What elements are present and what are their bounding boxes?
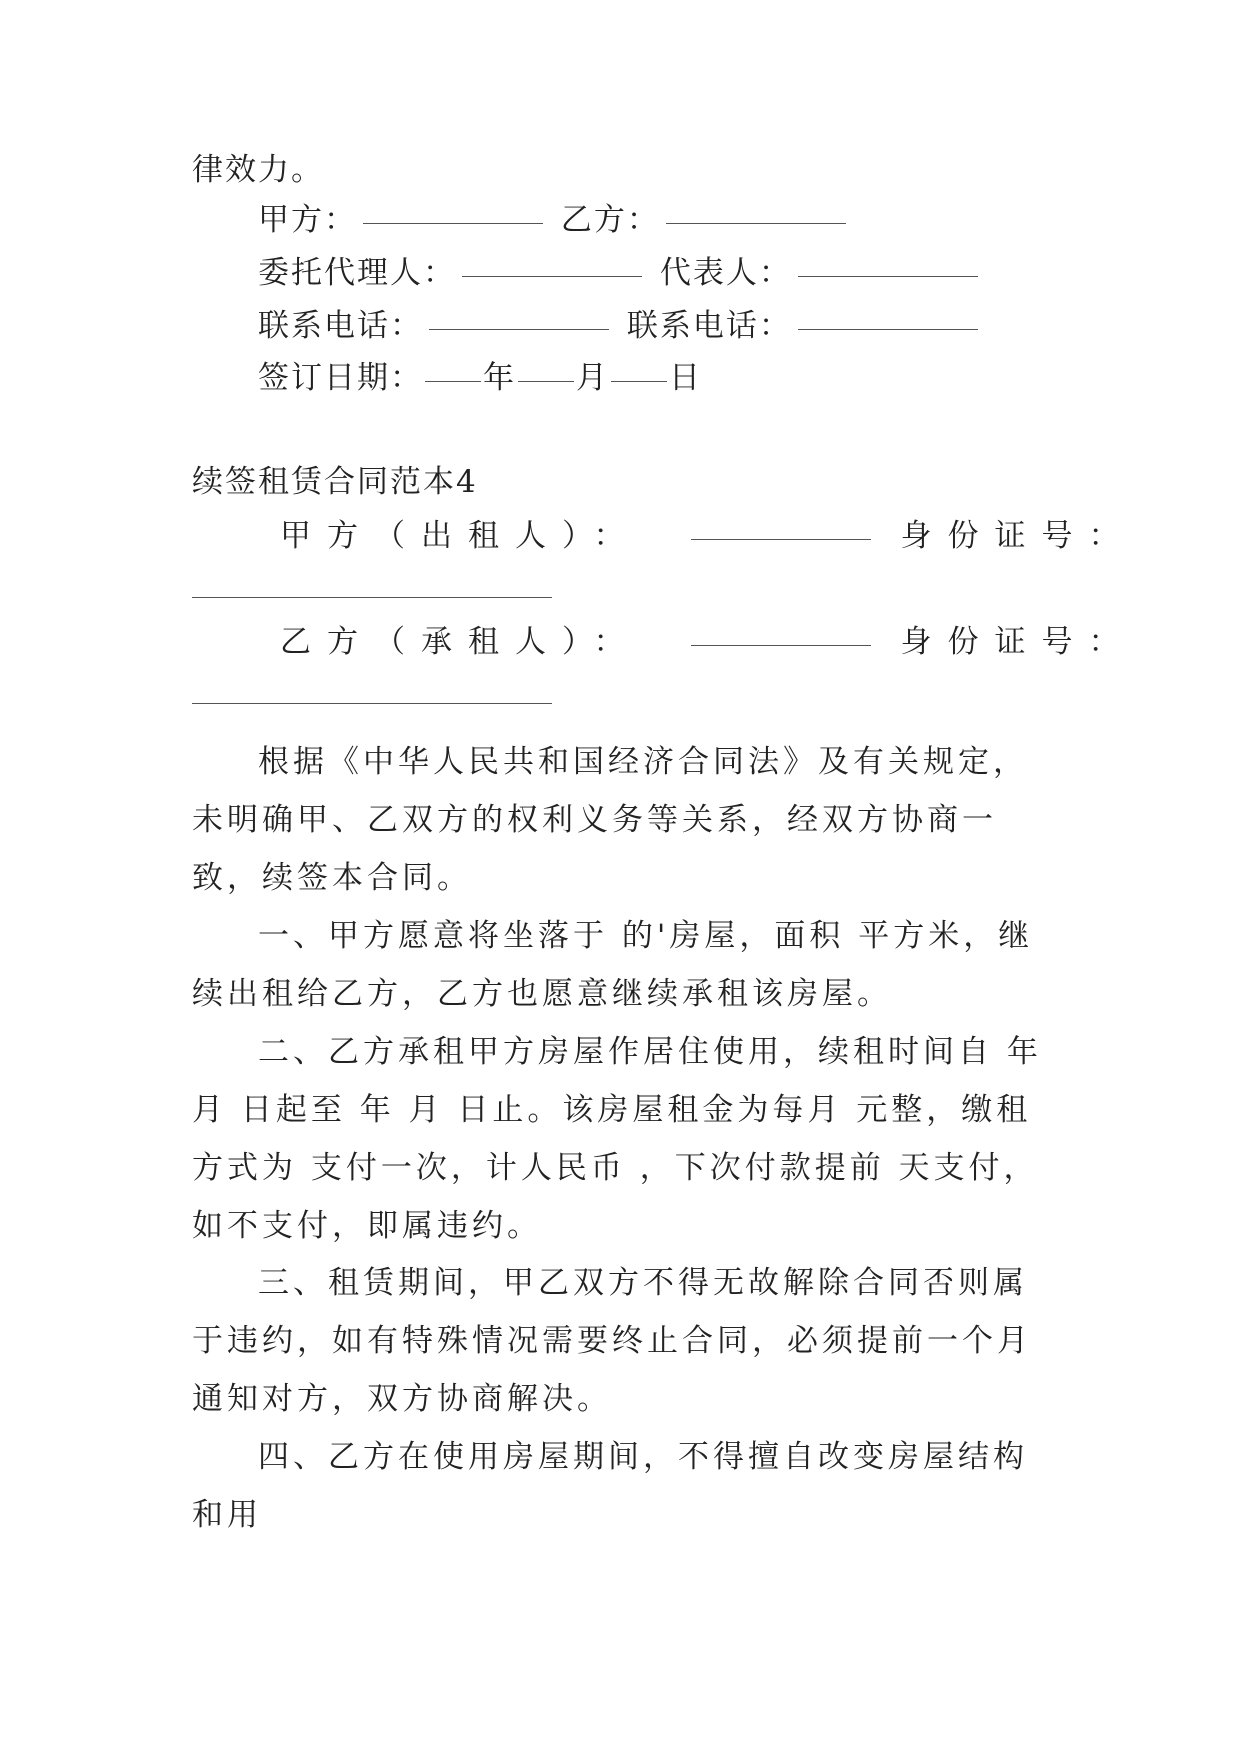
date-label: 签订日期： bbox=[258, 360, 423, 396]
signature-row-date bbox=[258, 358, 1118, 398]
section-title: 续签租赁合同范本4 bbox=[192, 464, 478, 500]
day-label: 日 bbox=[669, 360, 702, 396]
party-a-blank[interactable] bbox=[363, 222, 543, 224]
phone-a-label: 联系电话： bbox=[258, 308, 423, 344]
lessee-id-blank[interactable] bbox=[192, 702, 552, 704]
paragraph-clause-4: 四、乙方在使用房屋期间，不得擅自改变房屋结构和用 bbox=[192, 1439, 1028, 1533]
lessor-id-blank[interactable] bbox=[192, 596, 552, 598]
lessor-id-label: 身份证号： bbox=[900, 518, 1136, 554]
agent-blank[interactable] bbox=[462, 275, 642, 277]
phone-b-blank[interactable] bbox=[798, 328, 978, 330]
signature-row-parties bbox=[258, 200, 1118, 240]
year-label: 年 bbox=[483, 360, 516, 396]
party-a-label: 甲方： bbox=[258, 202, 357, 238]
paragraph-clause-2: 二、乙方承租甲方房屋作居住使用，续租时间自 年 月 日起至 年 月 日止。该房屋租金为每月 元整，缴租方式为 支付一次，计人民币 ，下次付款提前 天支付，如不支付，即属违约。 bbox=[192, 1034, 1042, 1244]
representative-label: 代表人： bbox=[659, 255, 792, 291]
phone-a-blank[interactable] bbox=[429, 328, 609, 330]
month-blank[interactable] bbox=[518, 380, 574, 382]
top-fragment: 律效力。 bbox=[192, 152, 324, 188]
phone-b-label: 联系电话： bbox=[626, 308, 792, 344]
signature-row-phones bbox=[258, 306, 1118, 346]
paragraph-preamble: 根据《中华人民共和国经济合同法》及有关规定，未明确甲、乙双方的权利义务等关系，经双方协商一致，续签本合同。 bbox=[192, 744, 1028, 896]
lessor-row bbox=[280, 516, 1140, 556]
year-blank[interactable] bbox=[425, 380, 481, 382]
lessor-name-blank[interactable] bbox=[691, 538, 871, 540]
party-b-blank[interactable] bbox=[666, 222, 846, 224]
lessee-label: 乙方（承租人）： bbox=[280, 624, 641, 660]
party-b-label: 乙方： bbox=[560, 202, 660, 238]
paragraph-clause-1: 一、甲方愿意将坐落于 的'房屋，面积 平方米，继续出租给乙方，乙方也愿意继续承租该房屋。 bbox=[192, 918, 1034, 1012]
lessee-name-blank[interactable] bbox=[691, 644, 871, 646]
lessor-label: 甲方（出租人）： bbox=[280, 518, 641, 554]
lessee-row bbox=[280, 622, 1140, 662]
signature-row-agents bbox=[258, 253, 1118, 293]
agent-label: 委托代理人： bbox=[258, 255, 456, 291]
month-label: 月 bbox=[576, 360, 609, 396]
day-blank[interactable] bbox=[611, 380, 667, 382]
lessee-id-label: 身份证号： bbox=[900, 624, 1136, 660]
representative-blank[interactable] bbox=[798, 275, 978, 277]
paragraph-clause-3: 三、租赁期间，甲乙双方不得无故解除合同否则属于违约，如有特殊情况需要终止合同，必须提前一个月通知对方，双方协商解决。 bbox=[192, 1265, 1032, 1417]
